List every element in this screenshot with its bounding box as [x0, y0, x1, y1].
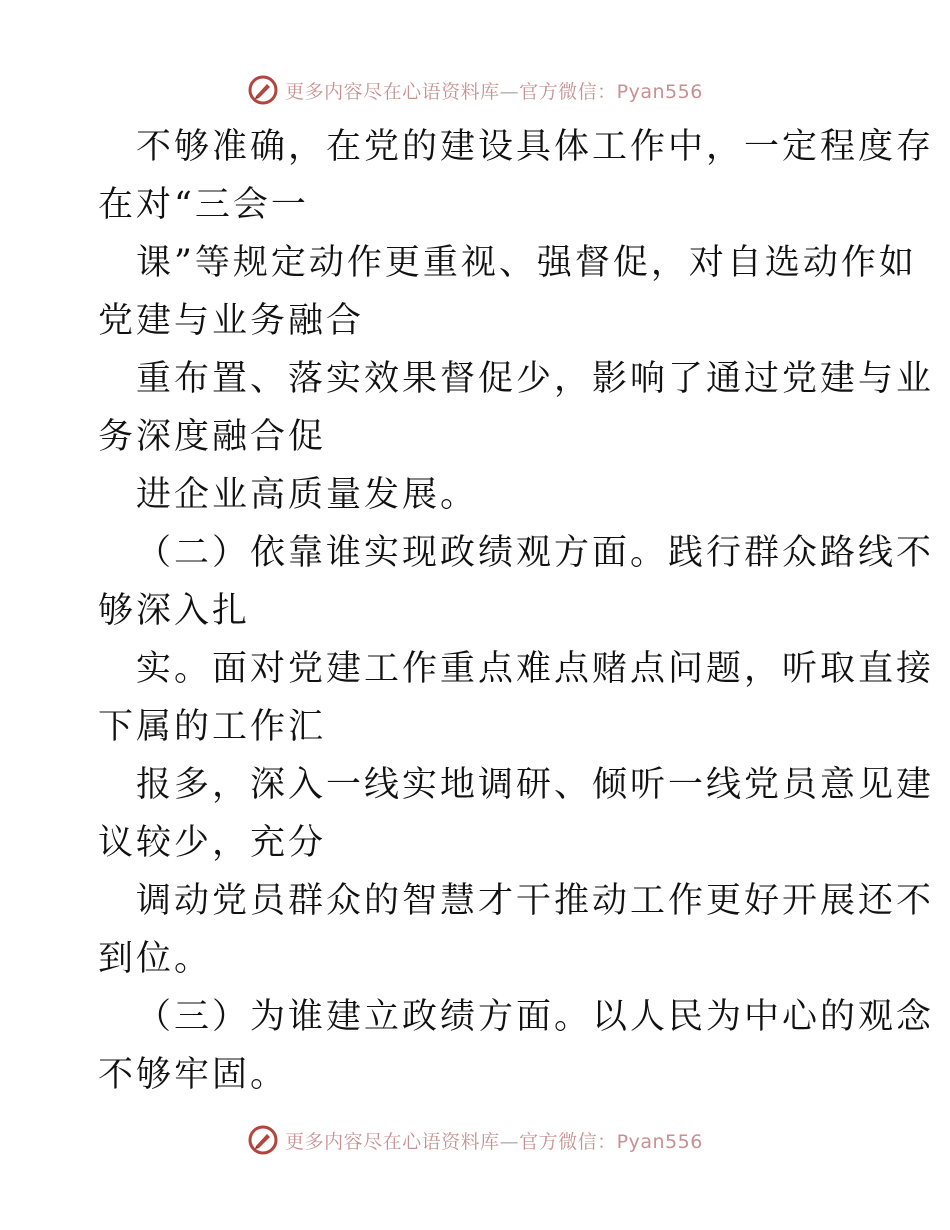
text-line: 务深度融合促	[98, 417, 327, 457]
text-line: 实。面对党建工作重点难点赌点问题，听取直接	[136, 649, 935, 689]
text-line: 课”等规定动作更重视、强督促，对自选动作如	[136, 243, 917, 283]
body-text	[98, 118, 935, 1104]
text-line: （二）依靠谁实现政绩观方面。践行群众路线不	[136, 533, 935, 573]
pen-circle-logo-icon	[247, 1124, 279, 1156]
text-line: 进企业高质量发展。	[136, 475, 479, 515]
banner-separator: —	[499, 80, 520, 103]
banner-site-name: 更多内容尽在心语资料库	[285, 1130, 500, 1153]
text-line: 调动党员群众的智慧才干推动工作更好开展还不	[136, 881, 935, 921]
footer-banner-text	[285, 1127, 703, 1154]
text-line: 不够牢固。	[98, 1055, 289, 1095]
footer-banner	[0, 1122, 950, 1158]
text-line: 下属的工作汇	[98, 707, 327, 747]
text-line: 到位。	[98, 939, 213, 979]
pen-circle-logo-icon	[247, 74, 279, 106]
banner-site-name: 更多内容尽在心语资料库	[285, 80, 500, 103]
text-line: 议较少，充分	[98, 823, 327, 863]
text-line: 不够准确，在党的建设具体工作中，一定程度存	[136, 127, 935, 167]
text-line: 重布置、落实效果督促少，影响了通过党建与业	[136, 359, 935, 399]
text-line: 够深入扎	[98, 591, 251, 631]
text-line: 在对“三会一	[98, 185, 309, 225]
header-banner-text	[285, 77, 703, 104]
text-line: 党建与业务融合	[98, 301, 365, 341]
text-line: 报多，深入一线实地调研、倾听一线党员意见建	[136, 765, 935, 805]
header-banner	[0, 72, 950, 108]
banner-wechat: 官方微信：Pyan556	[519, 1130, 703, 1153]
banner-wechat: 官方微信：Pyan556	[519, 80, 703, 103]
text-line: （三）为谁建立政绩方面。以人民为中心的观念	[136, 997, 935, 1037]
banner-separator: —	[499, 1130, 520, 1153]
